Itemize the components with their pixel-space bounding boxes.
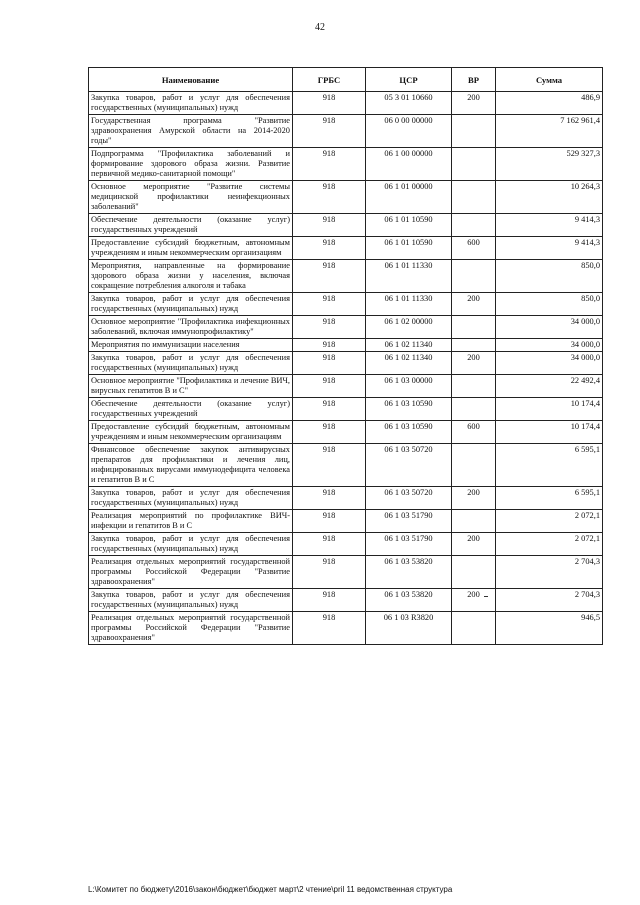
table-row [89,260,603,293]
row-sum: 2 072,1 [496,510,603,533]
row-csr: 06 1 03 53820 [366,589,452,612]
row-grbs: 918 [293,214,366,237]
row-vr [452,556,496,589]
row-grbs: 918 [293,487,366,510]
row-name: Основное мероприятие "Профилактика инфекционных заболеваний, включая иммунопрофилактику" [89,316,293,339]
row-csr: 06 1 01 11330 [366,260,452,293]
row-name: Обеспечение деятельности (оказание услуг) государственных учреждений [89,398,293,421]
row-csr: 06 1 03 10590 [366,398,452,421]
row-csr: 06 1 02 00000 [366,316,452,339]
table-row [89,181,603,214]
row-grbs: 918 [293,352,366,375]
table-row [89,352,603,375]
row-vr: 200 [452,487,496,510]
row-vr: 200 [452,293,496,316]
row-grbs: 918 [293,375,366,398]
row-csr: 06 1 01 10590 [366,214,452,237]
table-row [89,556,603,589]
row-name: Государственная программа "Развитие здравоохранения Амурской области на 2014-2020 годы" [89,115,293,148]
row-grbs: 918 [293,556,366,589]
row-name: Закупка товаров, работ и услуг для обеспечения государственных (муниципальных) нужд [89,487,293,510]
row-grbs: 918 [293,148,366,181]
table-row [89,510,603,533]
table-row [89,293,603,316]
budget-table [88,67,603,645]
row-vr: 200 [452,589,496,612]
row-name: Основное мероприятие "Профилактика и лечение ВИЧ, вирусных гепатитов В и С" [89,375,293,398]
row-sum: 850,0 [496,293,603,316]
row-sum: 850,0 [496,260,603,293]
row-vr: 600 [452,421,496,444]
row-csr: 06 1 02 11340 [366,352,452,375]
row-grbs: 918 [293,589,366,612]
row-grbs: 918 [293,260,366,293]
table-header-row [89,68,603,92]
row-sum: 486,9 [496,92,603,115]
footer-file-path: L:\Комитет по бюджету\2016\закон\бюджет\бюджет март\2 чтение\pril 11 ведомственная структура [88,885,453,894]
row-csr: 06 1 01 00000 [366,181,452,214]
table-row [89,398,603,421]
table-row [89,316,603,339]
row-vr: 200 [452,92,496,115]
row-name: Реализация мероприятий по профилактике ВИЧ-инфекции и гепатитов В и С [89,510,293,533]
row-vr [452,612,496,645]
row-sum: 6 595,1 [496,444,603,487]
row-sum: 10 174,4 [496,398,603,421]
row-name: Финансовое обеспечение закупок антивирусных препаратов для профилактики и лечения лиц, инфицированных вирусами иммунодефицита человека и гепатитов В и С [89,444,293,487]
row-sum: 529 327,3 [496,148,603,181]
table-row [89,612,603,645]
row-sum: 9 414,3 [496,214,603,237]
row-name: Мероприятия по иммунизации населения [89,339,293,352]
row-grbs: 918 [293,115,366,148]
row-grbs: 918 [293,181,366,214]
row-name: Мероприятия, направленные на формирование здорового образа жизни у населения, включая сокращение потребления алкоголя и табака [89,260,293,293]
header-sum: Сумма [496,68,603,92]
row-grbs: 918 [293,444,366,487]
row-grbs: 918 [293,421,366,444]
table-row [89,421,603,444]
row-csr: 06 1 03 53820 [366,556,452,589]
row-csr: 06 1 01 11330 [366,293,452,316]
stray-dash-mark [484,596,488,597]
row-vr [452,510,496,533]
row-sum: 2 072,1 [496,533,603,556]
row-vr [452,260,496,293]
row-name: Реализация отдельных мероприятий государственной программы Российской Федерации "Развитие здравоохранения" [89,612,293,645]
row-csr: 06 1 03 10590 [366,421,452,444]
row-sum: 946,5 [496,612,603,645]
row-grbs: 918 [293,316,366,339]
table-row [89,375,603,398]
header-grbs: ГРБС [293,68,366,92]
header-csr: ЦСР [366,68,452,92]
row-csr: 06 1 03 51790 [366,510,452,533]
row-sum: 34 000,0 [496,339,603,352]
row-name: Основное мероприятие "Развитие системы медицинской профилактики неинфекционных заболеваний" [89,181,293,214]
row-sum: 2 704,3 [496,556,603,589]
table-row [89,214,603,237]
row-sum: 2 704,3 [496,589,603,612]
row-sum: 34 000,0 [496,316,603,339]
row-csr: 06 0 00 00000 [366,115,452,148]
row-grbs: 918 [293,92,366,115]
row-vr [452,181,496,214]
row-vr: 200 [452,352,496,375]
row-grbs: 918 [293,533,366,556]
table-row [89,92,603,115]
row-grbs: 918 [293,510,366,533]
table-row [89,444,603,487]
page-number: 42 [315,22,325,33]
row-csr: 06 1 03 51790 [366,533,452,556]
row-grbs: 918 [293,339,366,352]
row-vr [452,316,496,339]
row-csr: 06 1 03 R3820 [366,612,452,645]
row-csr: 06 1 03 50720 [366,444,452,487]
row-vr [452,339,496,352]
row-grbs: 918 [293,398,366,421]
table-row [89,115,603,148]
table-row [89,237,603,260]
row-vr: 200 [452,533,496,556]
header-vr: ВР [452,68,496,92]
row-sum: 10 264,3 [496,181,603,214]
row-vr: 600 [452,237,496,260]
table-row [89,533,603,556]
row-name: Закупка товаров, работ и услуг для обеспечения государственных (муниципальных) нужд [89,92,293,115]
table-row [89,589,603,612]
row-name: Закупка товаров, работ и услуг для обеспечения государственных (муниципальных) нужд [89,293,293,316]
row-name: Закупка товаров, работ и услуг для обеспечения государственных (муниципальных) нужд [89,352,293,375]
row-name: Обеспечение деятельности (оказание услуг) государственных учреждений [89,214,293,237]
row-csr: 06 1 03 50720 [366,487,452,510]
row-vr [452,444,496,487]
row-vr [452,115,496,148]
row-sum: 10 174,4 [496,421,603,444]
row-name: Подпрограмма "Профилактика заболеваний и формирование здорового образа жизни. Развитие первичной медико-санитарной помощи" [89,148,293,181]
row-vr [452,214,496,237]
row-grbs: 918 [293,612,366,645]
row-csr: 06 1 02 11340 [366,339,452,352]
row-grbs: 918 [293,237,366,260]
row-sum: 6 595,1 [496,487,603,510]
table-row [89,487,603,510]
row-name: Предоставление субсидий бюджетным, автономным учреждениям и иным некоммерческим организациям [89,237,293,260]
row-csr: 06 1 03 00000 [366,375,452,398]
header-name: Наименование [89,68,293,92]
row-sum: 34 000,0 [496,352,603,375]
row-sum: 22 492,4 [496,375,603,398]
row-name: Реализация отдельных мероприятий государственной программы Российской Федерации "Развитие здравоохранения" [89,556,293,589]
row-csr: 05 3 01 10660 [366,92,452,115]
row-name: Закупка товаров, работ и услуг для обеспечения государственных (муниципальных) нужд [89,533,293,556]
row-vr [452,148,496,181]
table-row [89,339,603,352]
row-sum: 9 414,3 [496,237,603,260]
row-sum: 7 162 961,4 [496,115,603,148]
row-grbs: 918 [293,293,366,316]
table-row [89,148,603,181]
row-vr [452,375,496,398]
row-name: Предоставление субсидий бюджетным, автономным учреждениям и иным некоммерческим организациям [89,421,293,444]
row-csr: 06 1 01 10590 [366,237,452,260]
row-vr [452,398,496,421]
row-name: Закупка товаров, работ и услуг для обеспечения государственных (муниципальных) нужд [89,589,293,612]
row-csr: 06 1 00 00000 [366,148,452,181]
